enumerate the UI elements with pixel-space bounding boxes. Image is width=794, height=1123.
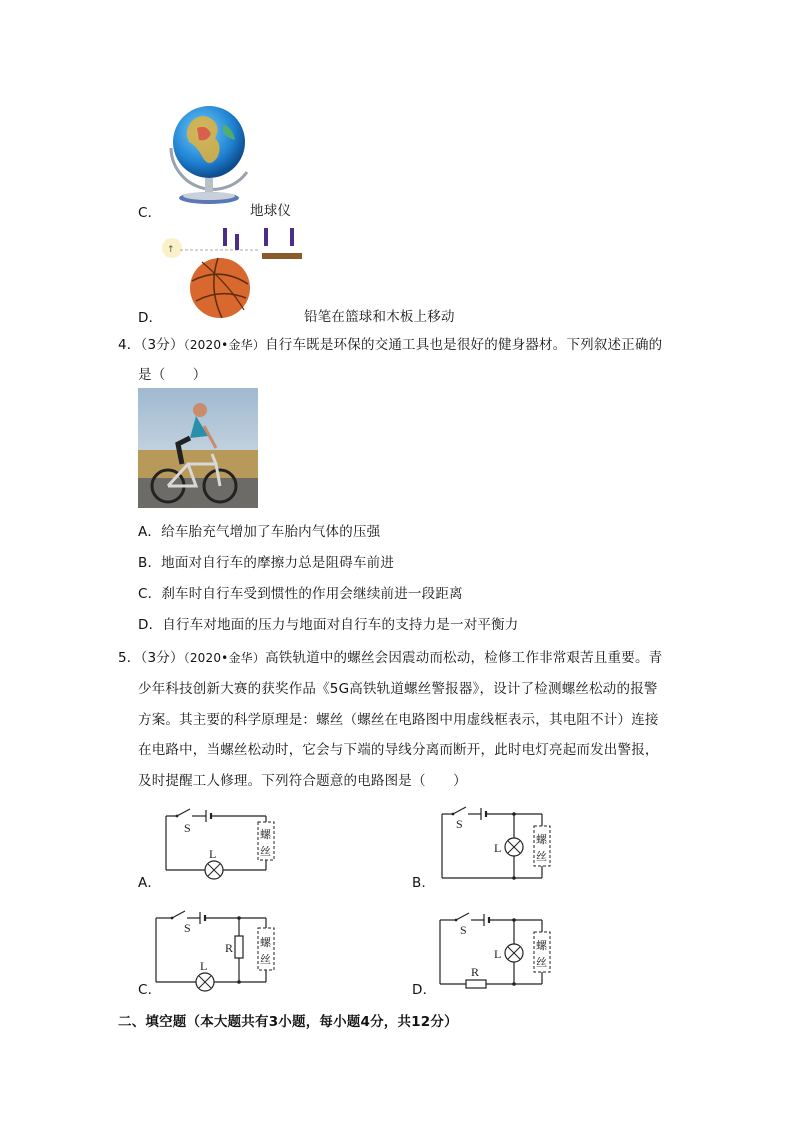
q5-stem-line5: 及时提醒工人修理。下列符合题意的电路图是（ ） [138, 773, 467, 789]
q5-option-d-label: D． [412, 982, 437, 998]
screw-label-2: 丝 [260, 846, 271, 858]
q5-stem-line1 [118, 646, 662, 666]
screw-label-2: 丝 [260, 954, 271, 966]
screw-label-2: 丝 [536, 851, 547, 863]
screw-label-1: 螺 [260, 829, 271, 841]
circuit-c [148, 902, 283, 994]
lamp-label: L [494, 947, 502, 961]
q5-stem-line2: 少年科技创新大赛的获奖作品《5G高铁轨道螺丝警报器》，设计了检测螺丝松动的报警 [138, 681, 658, 697]
q4-option-b-label: B． [138, 555, 162, 571]
resistor-label: R [225, 941, 234, 955]
switch-label: S [184, 821, 191, 835]
q5-option-a-label: A． [138, 875, 162, 891]
q4-option-c-text: 刹车时自行车受到惯性的作用会继续前进一段距离 [161, 586, 463, 602]
resistor-label: R [471, 965, 480, 979]
q5-option-b-label: B． [412, 875, 436, 891]
section-2-title: 二、填空题（本大题共有3小题，每小题4分，共12分） [118, 1014, 458, 1030]
svg-text:↑: ↑ [167, 245, 175, 255]
switch-label: S [460, 923, 467, 937]
q3-option-d-text: 铅笔在篮球和木板上移动 [304, 309, 455, 325]
q5-stem-line4: 在电路中，当螺丝松动时，它会与下端的导线分离而断开，此时电灯亮起而发出警报， [138, 742, 659, 758]
circuit-a [160, 800, 285, 885]
q4-option-a-text: 给车胎充气增加了车胎内气体的压强 [161, 524, 381, 540]
q4-option-a [138, 520, 380, 540]
q5-stem-text-1: 高铁轨道中的螺丝会因震动而松动，检修工作非常艰苦且重要。青 [265, 650, 663, 666]
q3-option-c-text: 地球仪 [250, 203, 292, 219]
screw-label-1: 螺 [536, 940, 547, 952]
screw-label-2: 丝 [536, 957, 547, 969]
q4-option-d [138, 613, 519, 633]
switch-label: S [184, 921, 191, 935]
q5-source: （2020•金华） [183, 651, 266, 665]
lamp-label: L [494, 841, 502, 855]
lamp-label: L [200, 959, 208, 973]
cyclist-photo [138, 388, 258, 508]
q4-stem-text: 自行车既是环保的交通工具也是很好的健身器材。下列叙述正确的 [265, 337, 663, 353]
q4-option-c [138, 582, 463, 602]
q4-option-b [138, 551, 394, 571]
lamp-label: L [209, 847, 217, 861]
q4-option-a-label: A． [138, 524, 162, 540]
q5-score: （3分） [140, 650, 184, 666]
q4-number: 4． [118, 337, 141, 353]
q4-option-d-text: 自行车对地面的压力与地面对自行车的支持力是一对平衡力 [162, 617, 519, 633]
q4-option-b-text: 地面对自行车的摩擦力总是阻碍车前进 [161, 555, 395, 571]
circuit-d [434, 904, 558, 992]
q4-option-d-label: D． [138, 617, 163, 633]
screw-label-1: 螺 [260, 937, 271, 949]
basketball-board-image [160, 226, 305, 318]
q3-option-d-label: D． [138, 310, 163, 326]
q3-option-c-label: C． [138, 205, 162, 221]
screw-label-1: 螺 [536, 834, 547, 846]
globe-image [163, 98, 253, 210]
q5-number: 5． [118, 650, 141, 666]
q4-stem-line1 [118, 333, 662, 353]
circuit-b [436, 800, 556, 885]
q4-source: （2020•金华） [183, 338, 266, 352]
q4-stem-line2: 是（ ） [138, 367, 207, 383]
q5-option-c-label: C． [138, 982, 162, 998]
q4-score: （3分） [140, 337, 184, 353]
switch-label: S [456, 817, 463, 831]
q4-option-c-label: C． [138, 586, 162, 602]
q5-stem-line3: 方案。其主要的科学原理是：螺丝（螺丝在电路图中用虚线框表示，其电阻不计）连接 [138, 712, 659, 728]
